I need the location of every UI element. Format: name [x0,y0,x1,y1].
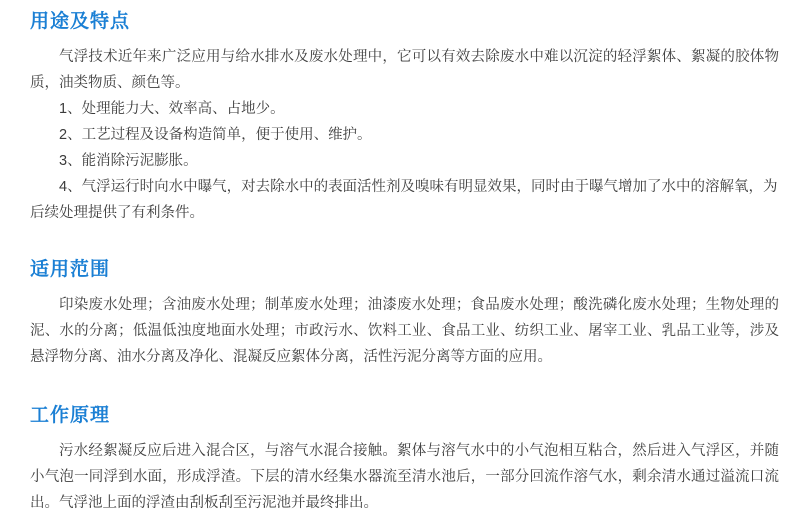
section-intro-working-principle: 污水经絮凝反应后进入混合区，与溶气水混合接触。絮体与溶气水中的小气泡相互粘合，然后进入气浮区，并随小气泡一同浮到水面，形成浮渣。下层的清水经集水器流至清水池后，一部分回流作溶气水，剩余清水通过溢流口流出。气浮池上面的浮渣由刮板刮至污泥池并最终排出。 [30,443,779,511]
section-spacer [30,232,779,256]
section-intro-usage-features: 气浮技术近年来广泛应用与给水排水及废水处理中，它可以有效去除废水中难以沉淀的轻浮絮体、絮凝的胶体物质，油类物质、颜色等。 [30,49,779,91]
section-working-principle [30,402,779,516]
section-usage-features [30,8,779,226]
list-item: 3、能消除污泥膨胀。 [59,153,198,169]
list-item: 1、处理能力大、效率高、占地少。 [59,101,285,117]
list-item: 2、工艺过程及设备构造简单，便于使用、维护。 [59,127,372,143]
section-title-usage-features: 用途及特点 [30,11,131,32]
section-intro-scope: 印染废水处理；含油废水处理；制革废水处理；油漆废水处理；食品废水处理；酸洗磷化废水处理；生物处理的泥、水的分离；低温低浊度地面水处理；市政污水、饮料工业、食品工业、纺织工业、屠宰工业、乳品工业等，涉及悬浮物分离、油水分离及净化、混凝反应絮体分离，活性污泥分离等方面的应用。 [30,297,779,365]
section-title-working-principle: 工作原理 [30,405,111,426]
feature-list [30,96,779,226]
section-scope [30,256,779,370]
list-item: 4、气浮运行时向水中曝气，对去除水中的表面活性剂及嗅味有明显效果，同时由于曝气增加了水中的溶解氧，为后续处理提供了有利条件。 [30,179,778,221]
section-spacer [30,376,779,402]
section-title-scope: 适用范围 [30,259,111,280]
